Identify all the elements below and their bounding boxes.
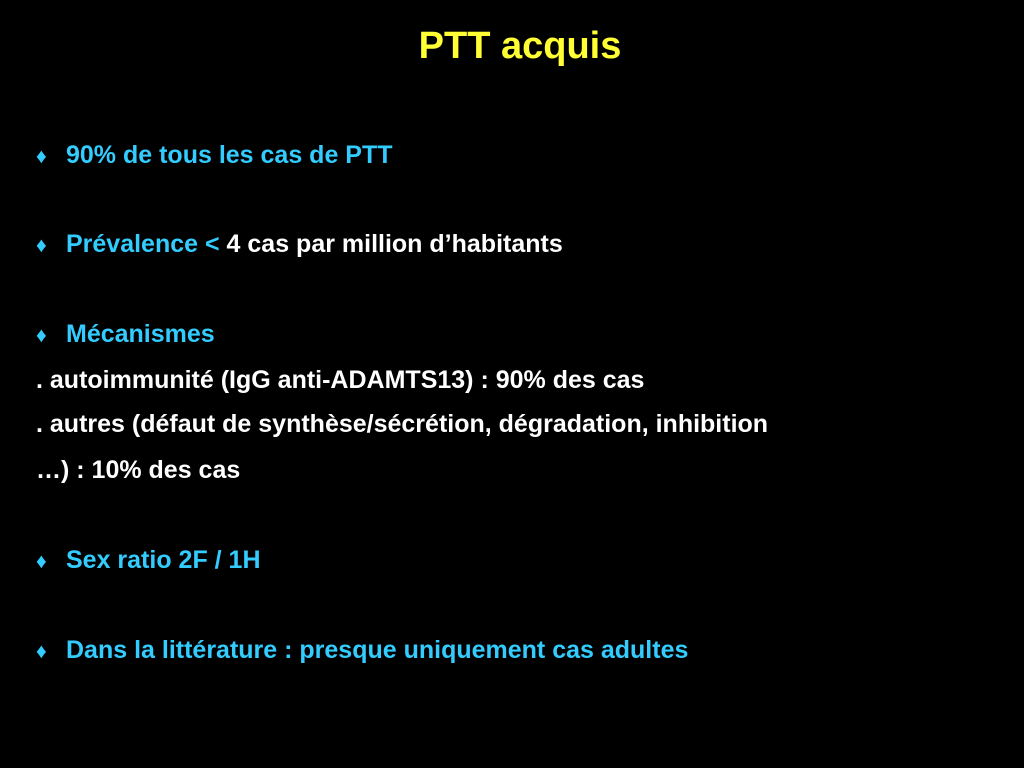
slide-title: PTT acquis <box>418 25 622 67</box>
mechanism-autoimmunity: . autoimmunité (IgG anti-ADAMTS13) : 90% des cas <box>36 366 645 394</box>
diamond-bullet-icon: ♦ <box>36 550 47 573</box>
mechanism-other-line1: . autres (défaut de synthèse/sécrétion, dégradation, inhibition <box>36 410 769 438</box>
prevalence-label: Prévalence < <box>66 230 227 258</box>
bullet-item-mechanisms <box>36 318 215 352</box>
diamond-bullet-icon: ♦ <box>36 145 47 168</box>
prevalence-value: 4 cas par million d’habitants <box>226 230 563 258</box>
bullet-item-sex-ratio <box>36 544 261 578</box>
mechanism-other-line2: …) : 10% des cas <box>36 456 241 484</box>
sex-ratio-text: Sex ratio 2F / 1H <box>66 546 261 574</box>
diamond-bullet-icon: ♦ <box>36 640 47 663</box>
mechanisms-heading: Mécanismes <box>66 320 215 348</box>
bullet-item-share <box>36 139 393 173</box>
diamond-bullet-icon: ♦ <box>36 234 47 257</box>
share-text: 90% de tous les cas de PTT <box>66 141 393 169</box>
literature-text: Dans la littérature : presque uniquement cas adultes <box>66 636 689 664</box>
bullet-item-literature <box>36 634 688 668</box>
bullet-item-prevalence <box>36 228 563 262</box>
diamond-bullet-icon: ♦ <box>36 324 47 347</box>
